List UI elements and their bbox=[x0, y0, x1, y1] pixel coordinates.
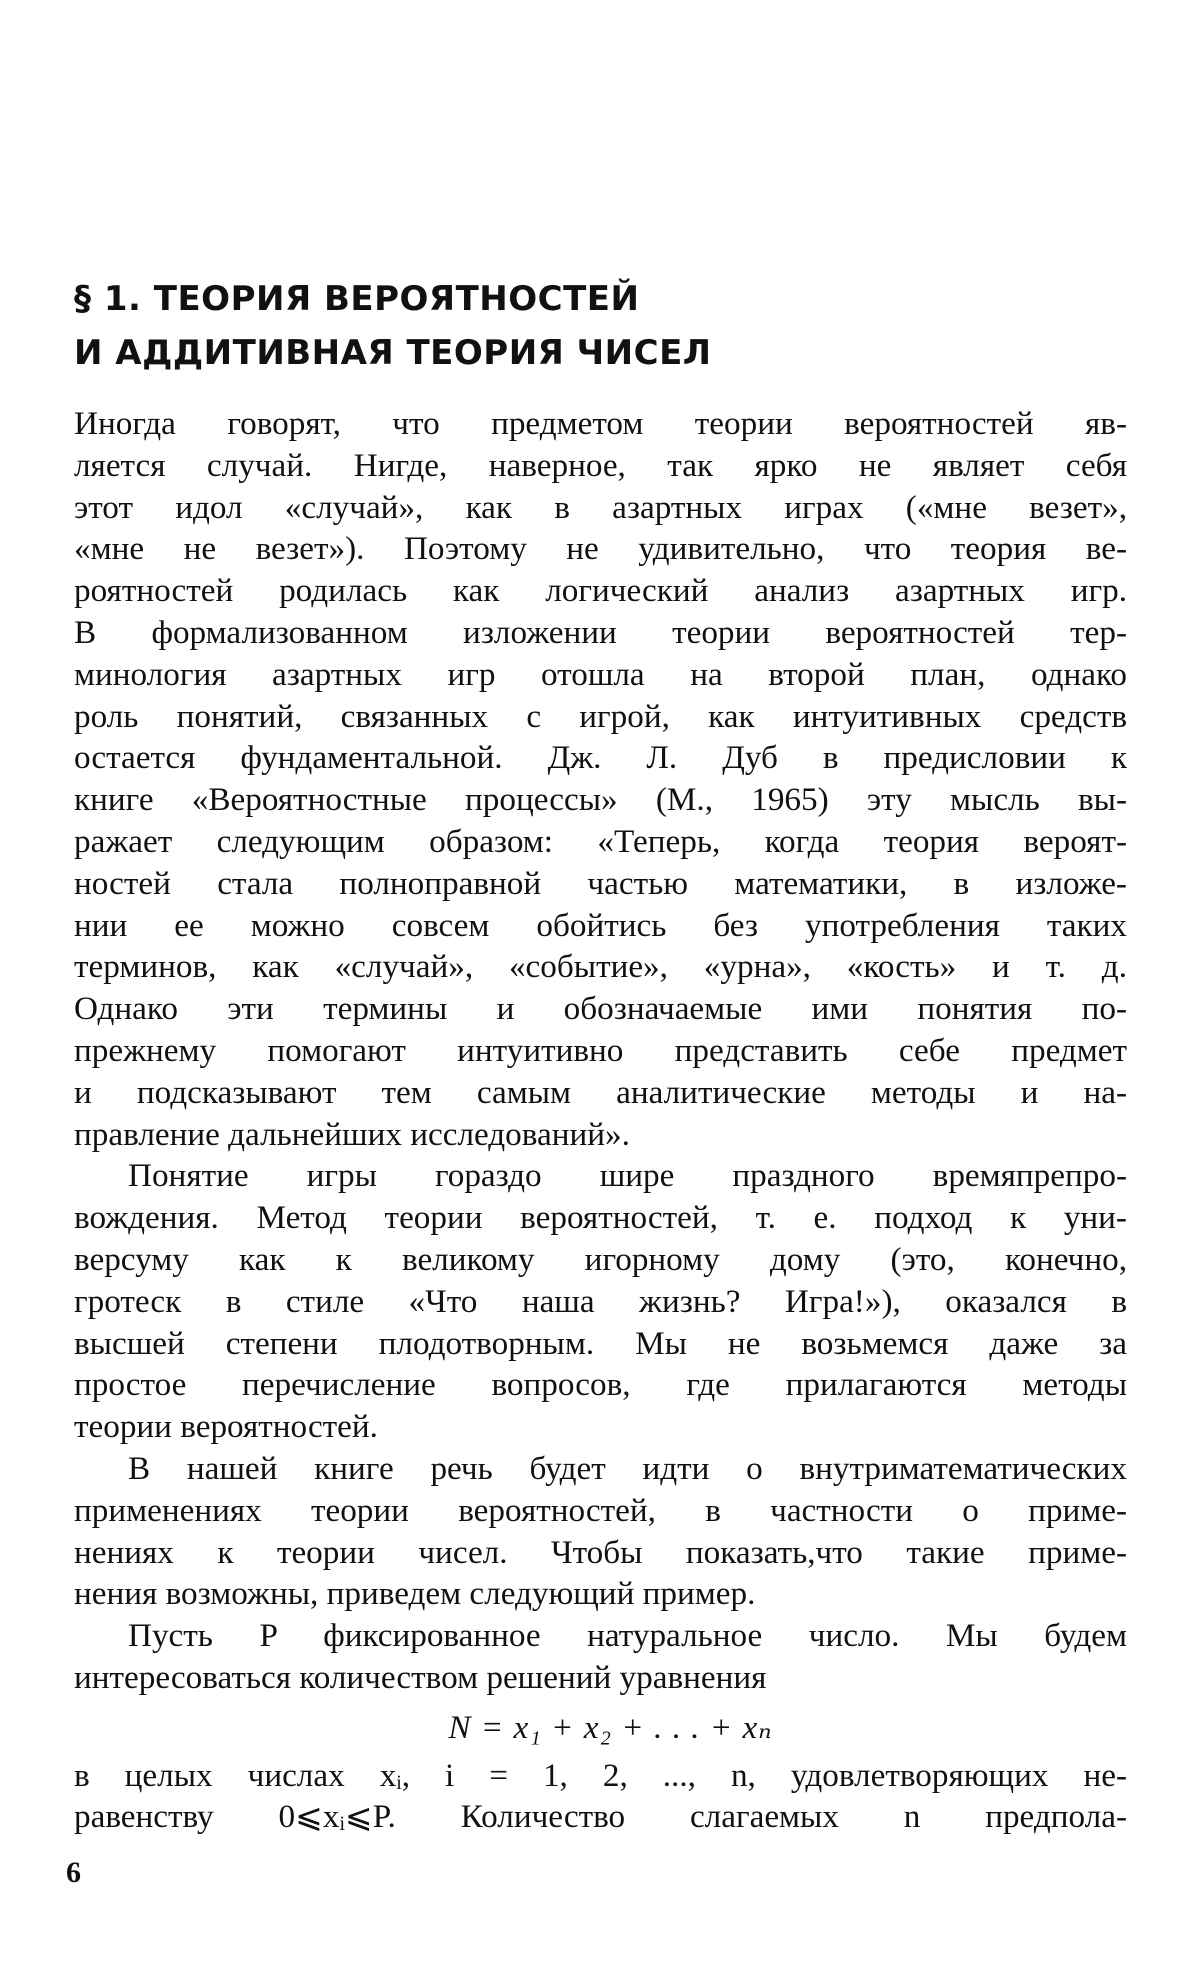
text-line: минология азартных игр отошла на второй план, однако bbox=[74, 655, 1127, 693]
text-line: ляется случай. Нигде, наверное, так ярко не являет себя bbox=[74, 446, 1127, 484]
body-text bbox=[74, 403, 1127, 1838]
text-line: версуму как к великому игорному дому (это, конечно, bbox=[74, 1240, 1127, 1278]
equation: N = x₁ + x₂ + . . . + xₙ bbox=[448, 1708, 773, 1746]
text-line: этот идол «случай», как в азартных играх («мне везет», bbox=[74, 488, 1127, 526]
section-heading bbox=[74, 272, 712, 380]
paragraph-3 bbox=[74, 1448, 1127, 1615]
page-number: 6 bbox=[66, 1856, 81, 1889]
text-line: вождения. Метод теории вероятностей, т. е. подход к уни- bbox=[74, 1199, 1127, 1237]
text-line: и подсказывают тем самым аналитические методы и на- bbox=[74, 1073, 1127, 1111]
text-line: нения возможны, приведем следующий пример. bbox=[74, 1575, 756, 1613]
paragraph-1 bbox=[74, 403, 1127, 1155]
section-heading-line-2: И АДДИТИВНАЯ ТЕОРИЯ ЧИСЕЛ bbox=[74, 333, 712, 373]
text-line: В нашей книге речь будет идти о внутриматематических bbox=[128, 1449, 1127, 1487]
text-line: Иногда говорят, что предметом теории вероятностей яв- bbox=[74, 405, 1127, 442]
text-line: гротеск в стиле «Что наша жизнь? Игра!»), оказался в bbox=[74, 1282, 1127, 1320]
text-line: Понятие игры гораздо шире праздного времяпрепро- bbox=[128, 1157, 1127, 1195]
text-line: терминов, как «случай», «событие», «урна», «кость» и т. д. bbox=[74, 948, 1127, 986]
text-line: роль понятий, связанных с игрой, как интуитивных средств bbox=[74, 697, 1127, 735]
text-line: простое перечисление вопросов, где прилагаются методы bbox=[74, 1366, 1127, 1404]
text-line: роятностей родилась как логический анализ азартных игр. bbox=[74, 572, 1127, 610]
paragraph-2 bbox=[74, 1155, 1127, 1448]
section-heading-line-1: § 1. ТЕОРИЯ ВЕРОЯТНОСТЕЙ bbox=[74, 279, 640, 319]
text-line: нениях к теории чисел. Чтобы показать,что такие приме- bbox=[74, 1533, 1127, 1571]
text-line: нии ее можно совсем обойтись без употребления таких bbox=[74, 906, 1127, 944]
text-line: в целых числах xᵢ, i = 1, 2, ..., n, удовлетворяющих не- bbox=[74, 1756, 1127, 1794]
text-line: равенству 0⩽xᵢ⩽P. Количество слагаемых n предпола- bbox=[74, 1798, 1127, 1836]
paragraph-after-formula bbox=[74, 1755, 1127, 1839]
text-line: применениях теории вероятностей, в частности о приме- bbox=[74, 1491, 1127, 1529]
paragraph-4 bbox=[74, 1615, 1127, 1699]
text-line: остается фундаментальной. Дж. Л. Дуб в предисловии к bbox=[74, 739, 1127, 777]
text-line: прежнему помогают интуитивно представить себе предмет bbox=[74, 1031, 1127, 1069]
text-line: «мне не везет»). Поэтому не удивительно, что теория ве- bbox=[74, 530, 1127, 568]
text-line: ражает следующим образом: «Теперь, когда теория вероят- bbox=[74, 822, 1127, 860]
text-line: Пусть P фиксированное натуральное число. Мы будем bbox=[128, 1617, 1127, 1655]
text-line: ностей стала полноправной частью математики, в изложе- bbox=[74, 864, 1127, 902]
text-line: высшей степени плодотворным. Мы не возьмемся даже за bbox=[74, 1324, 1127, 1362]
text-line: книге «Вероятностные процессы» (М., 1965) эту мысль вы- bbox=[74, 781, 1127, 819]
text-line: правление дальнейших исследований». bbox=[74, 1115, 630, 1153]
text-line: Однако эти термины и обозначаемые ими понятия по- bbox=[74, 990, 1127, 1028]
text-line: интересоваться количеством решений уравнения bbox=[74, 1658, 767, 1696]
text-line: теории вероятностей. bbox=[74, 1408, 378, 1446]
text-line: В формализованном изложении теории вероятностей тер- bbox=[74, 613, 1127, 651]
